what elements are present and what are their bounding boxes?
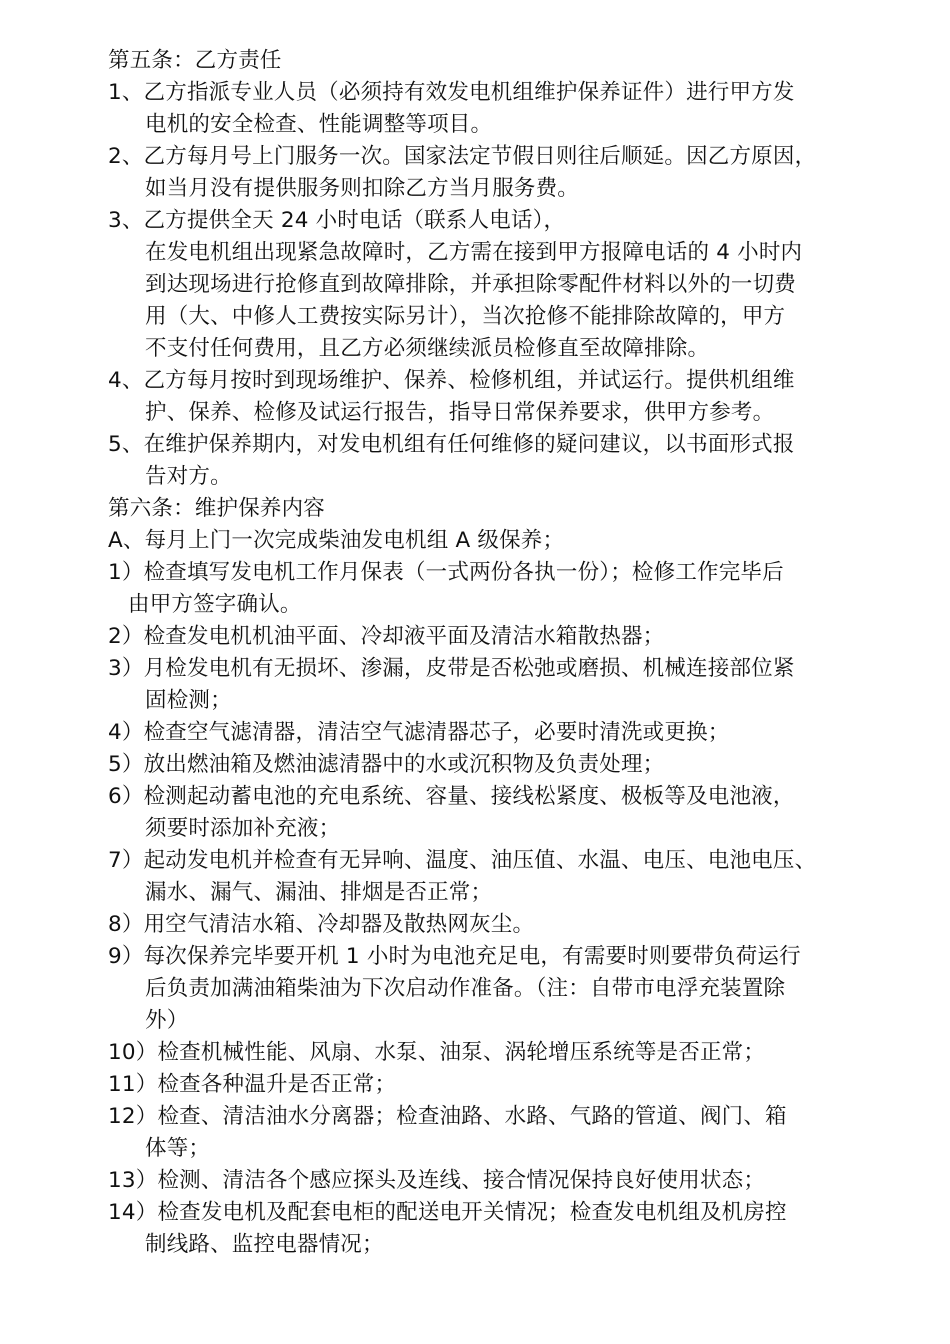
text-line: 12）检查、清洁油水分离器；检查油路、水路、气路的管道、阀门、箱 [108,1104,787,1129]
text-line: 后负责加满油箱柴油为下次启动作准备。（注：自带市电浮充装置除 [145,976,786,1001]
text-line: 电机的安全检查、性能调整等项目。 [145,112,493,137]
text-line: 用（大、中修人工费按实际另计），当次抢修不能排除故障的，甲方 [145,304,786,329]
text-line: 2）检查发电机机油平面、冷却液平面及清洁水箱散热器； [108,624,665,649]
text-line: 3、乙方提供全天 24 小时电话（联系人电话）， [108,208,566,233]
text-line: 4、乙方每月按时到现场维护、保养、检修机组，并试运行。提供机组维 [108,368,795,393]
text-line: A、每月上门一次完成柴油发电机组 A 级保养； [108,528,565,553]
text-line: 1、乙方指派专业人员（必须持有效发电机组维护保养证件）进行甲方发 [108,80,795,105]
text-line: 9）每次保养完毕要开机 1 小时为电池充足电，有需要时则要带负荷运行 [108,944,801,969]
text-line: 须要时添加补充液； [145,816,341,841]
text-line: 体等； [145,1136,211,1161]
text-line: 10）检查机械性能、风扇、水泵、油泵、涡轮增压系统等是否正常； [108,1040,766,1065]
section-heading-5: 第五条：乙方责任 [108,48,282,73]
section-heading-6: 第六条：维护保养内容 [108,496,326,521]
text-line: 8）用空气清洁水箱、冷却器及散热网灰尘。 [108,912,535,937]
text-line: 4）检查空气滤清器，清洁空气滤清器芯子，必要时清洗或更换； [108,720,730,745]
text-line: 7）起动发电机并检查有无异响、温度、油压值、水温、电压、电池电压、 [108,848,817,873]
text-line: 5）放出燃油箱及燃油滤清器中的水或沉积物及负责处理； [108,752,665,777]
text-line: 外） [145,1008,189,1033]
text-line: 13）检测、清洁各个感应探头及连线、接合情况保持良好使用状态； [108,1168,766,1193]
text-line: 1）检查填写发电机工作月保表（一式两份各执一份）；检修工作完毕后 [108,560,784,585]
text-line: 如当月没有提供服务则扣除乙方当月服务费。 [145,176,580,201]
text-line: 2、乙方每月号上门服务一次。国家法定节假日则往后顺延。因乙方原因， [108,144,817,169]
text-line: 5、在维护保养期内，对发电机组有任何维修的疑问建议，以书面形式报 [108,432,795,457]
text-line: 6）检测起动蓄电池的充电系统、容量、接线松紧度、极板等及电池液， [108,784,795,809]
text-line: 不支付任何费用，且乙方必须继续派员检修直至故障排除。 [145,336,710,361]
text-line: 告对方。 [145,464,232,489]
text-line: 到达现场进行抢修直到故障排除，并承担除零配件材料以外的一切费 [145,272,797,297]
text-line: 固检测； [145,688,232,713]
text-line: 11）检查各种温升是否正常； [108,1072,397,1097]
text-line: 护、保养、检修及试运行报告，指导日常保养要求，供甲方参考。 [145,400,775,425]
text-line: 在发电机组出现紧急故障时，乙方需在接到甲方报障电话的 4 小时内 [145,240,803,265]
text-line: 制线路、监控电器情况； [145,1232,384,1257]
text-line: 漏水、漏气、漏油、排烟是否正常； [145,880,493,905]
text-line: 3）月检发电机有无损坏、渗漏，皮带是否松弛或磨损、机械连接部位紧 [108,656,795,681]
text-line: 由甲方签字确认。 [128,592,302,617]
text-line: 14）检查发电机及配套电柜的配送电开关情况；检查发电机组及机房控 [108,1200,787,1225]
